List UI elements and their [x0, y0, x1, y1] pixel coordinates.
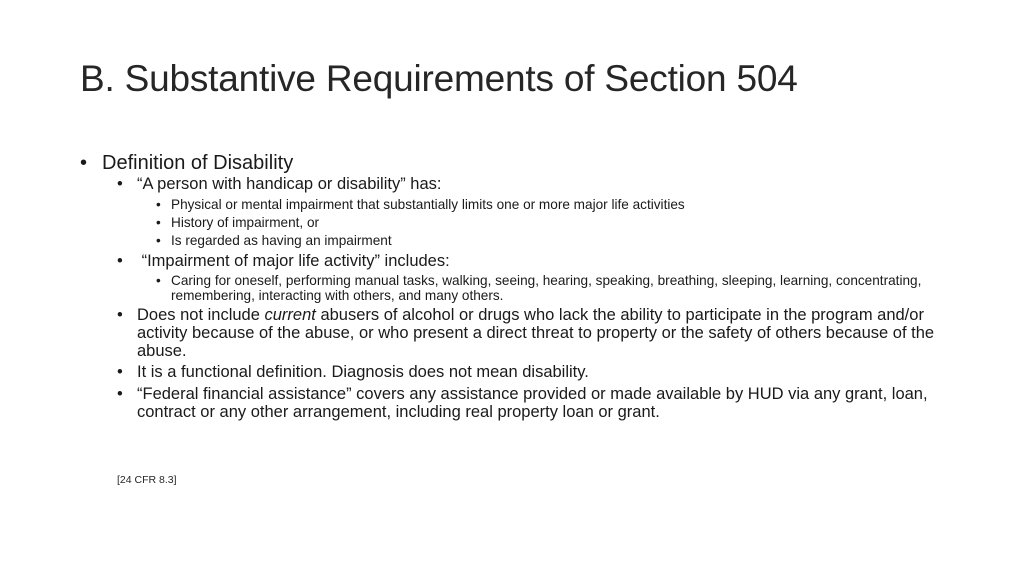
bullet-text-emphasis: current [264, 305, 316, 324]
bullet-text: Definition of Disability [102, 152, 294, 174]
bullet-text-after: abusers of alcohol or drugs who lack the ability to participate in the program and/or activity because of the abuse, or who present a direct threat to property or the safety of others because of the abuse. [137, 305, 935, 360]
bullet-major-life-activities-list [154, 274, 950, 303]
bullet-text-before: Does not include [137, 305, 265, 324]
bullet-dot: • [117, 363, 123, 382]
bullet-person-with-disability [115, 176, 950, 249]
bullet-text: “Impairment of major life activity” includes: [137, 251, 450, 270]
bullet-functional-definition [115, 364, 950, 382]
bullet-impairment-major-life-activity [115, 253, 950, 303]
bullet-history-of-impairment [154, 216, 950, 230]
bullet-text: “A person with handicap or disability” has: [137, 175, 442, 193]
bullet-text: Caring for oneself, performing manual tasks, walking, seeing, hearing, speaking, breathing, sleeping, learning, concentrating, remembering, interacting with others, and many others. [171, 273, 922, 303]
bullet-text: “Federal financial assistance” covers any assistance provided or made available by HUD via any grant, loan, contract or any other arrangement, including real property loan or grant. [137, 385, 928, 422]
slide-body [80, 152, 950, 426]
bullet-dot: • [156, 215, 161, 231]
bullet-list-level3 [154, 274, 950, 303]
bullet-text: It is a functional definition. Diagnosis does not mean disability. [137, 363, 589, 382]
bullet-federal-financial-assistance [115, 386, 950, 422]
bullet-dot: • [156, 233, 161, 249]
bullet-dot: • [117, 175, 123, 193]
bullet-dot: • [117, 251, 123, 270]
slide-title: B. Substantive Requirements of Section 504 [80, 58, 798, 99]
bullet-physical-impairment [154, 198, 950, 212]
bullet-dot: • [117, 385, 123, 404]
bullet-dot: • [156, 273, 161, 289]
bullet-current-abusers [115, 307, 950, 360]
bullet-dot: • [80, 152, 88, 174]
citation: [24 CFR 8.3] [117, 474, 177, 486]
bullet-text: History of impairment, or [171, 215, 320, 231]
bullet-text: Is regarded as having an impairment [171, 233, 392, 249]
bullet-dot: • [156, 196, 161, 212]
bullet-text: Physical or mental impairment that substantially limits one or more major life activities [171, 196, 685, 212]
bullet-list-level2 [115, 176, 950, 422]
bullet-dot: • [117, 305, 123, 324]
bullet-definition-of-disability [80, 152, 950, 422]
bullet-regarded-as-impaired [154, 234, 950, 248]
bullet-list-level1 [80, 152, 950, 422]
bullet-list-level3 [154, 198, 950, 249]
